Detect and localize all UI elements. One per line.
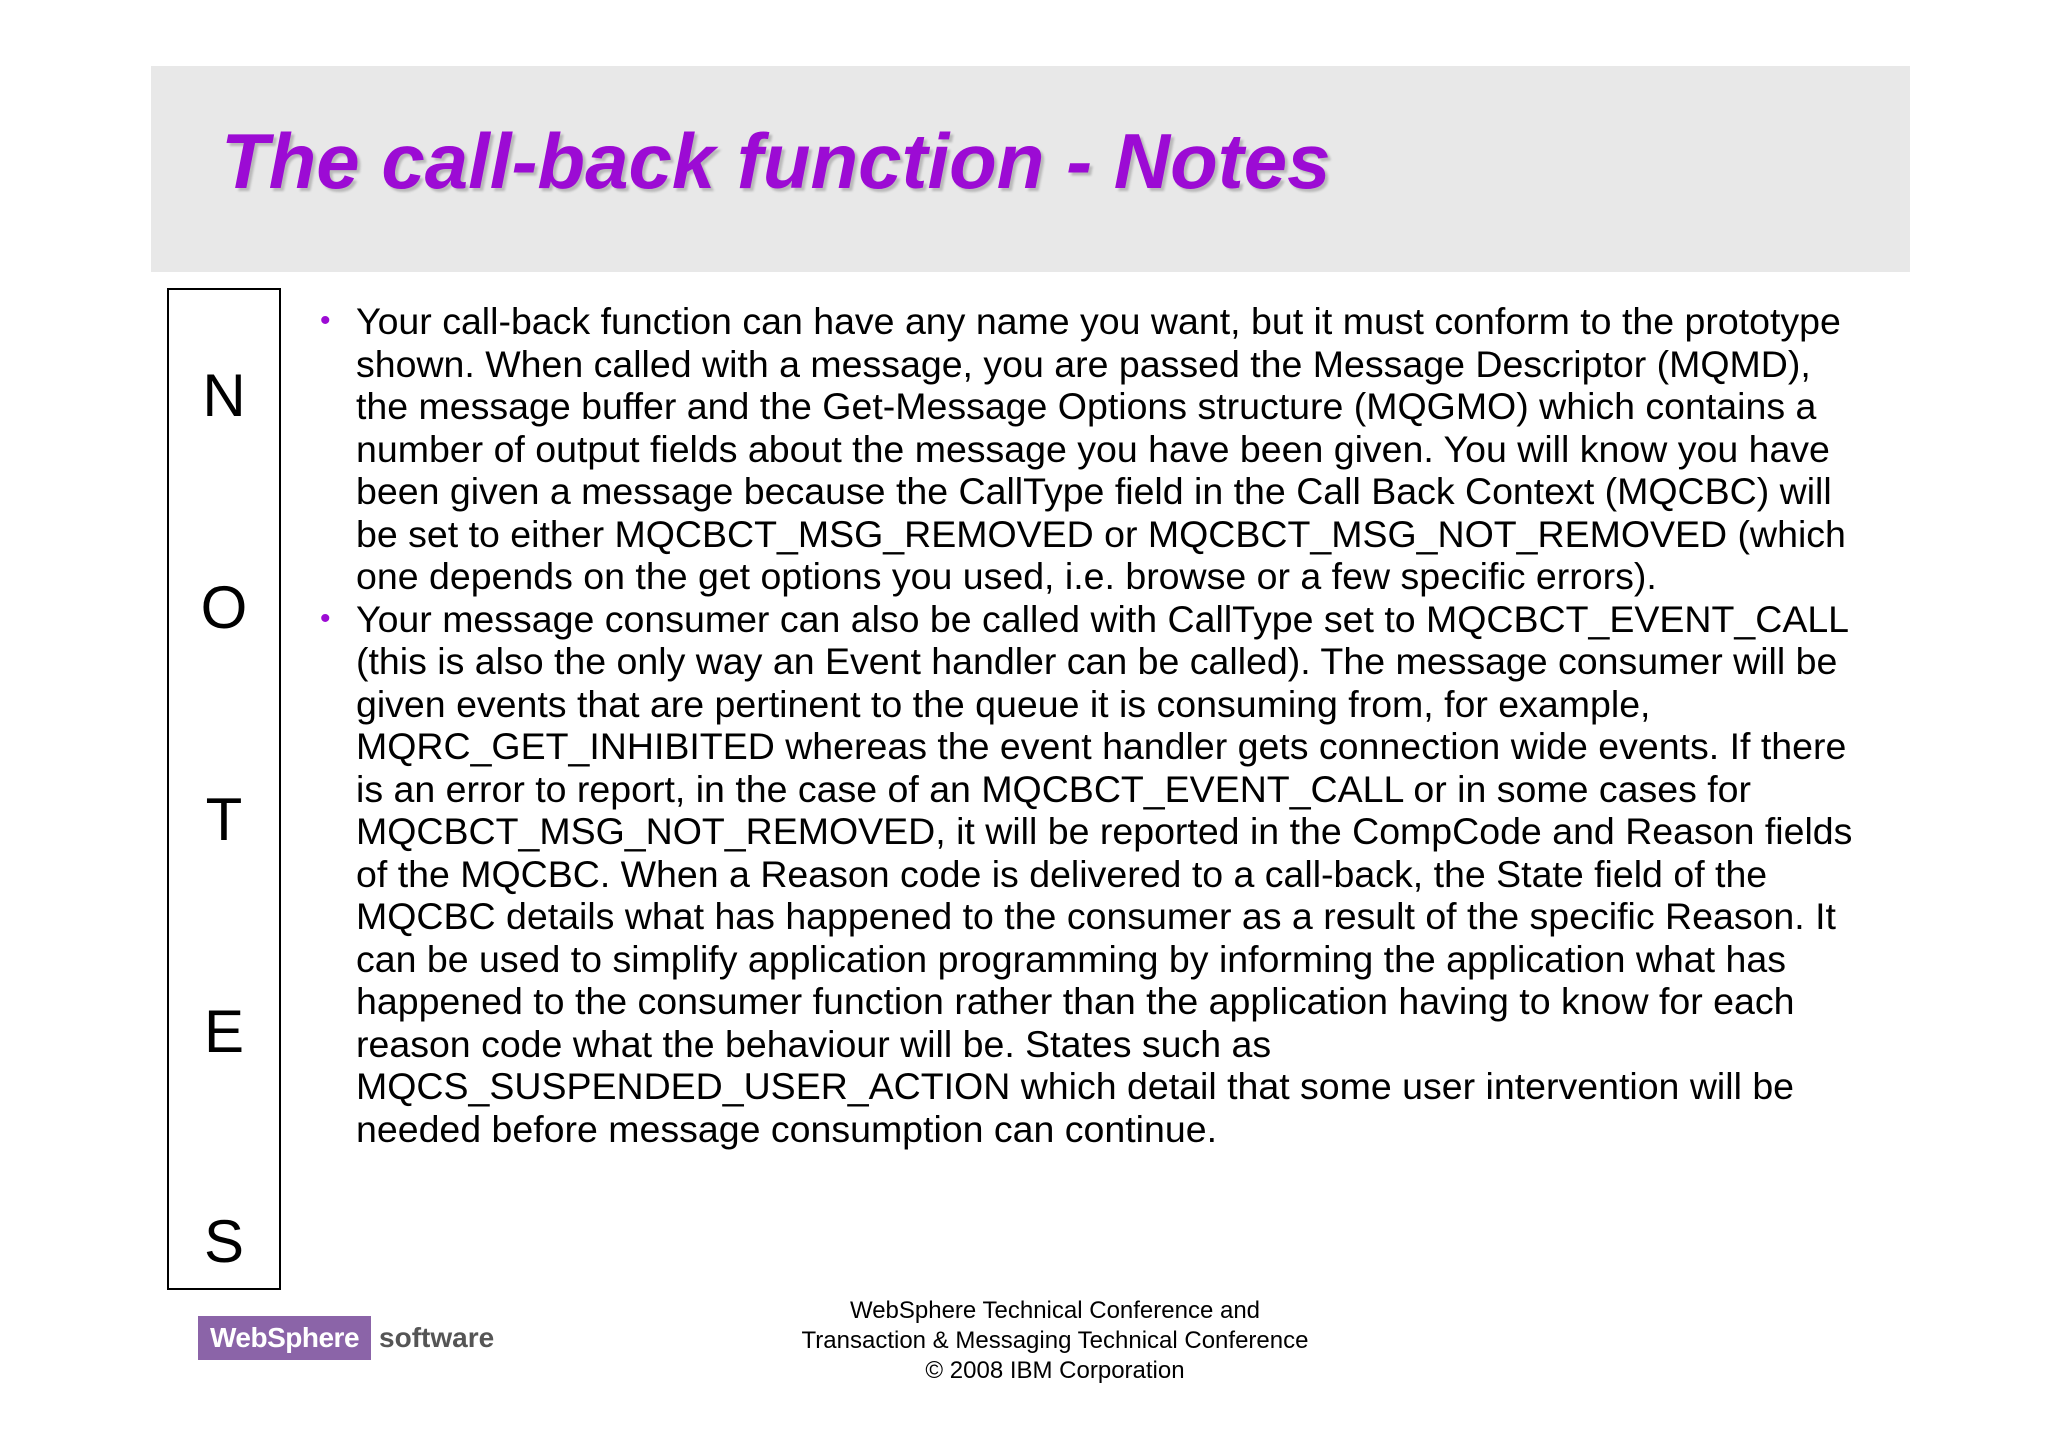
footer-line-conference: WebSphere Technical Conference and (849, 1297, 1261, 1324)
notes-letter-o: O (200, 574, 248, 641)
logo-suffix-text: software (379, 1322, 495, 1353)
notes-letter-n: N (202, 362, 246, 429)
slide-title: The call-back function - Notes (221, 117, 1331, 205)
notes-letter-s: S (203, 1208, 245, 1275)
bullet-marker: • (320, 304, 331, 337)
bullet-marker: • (320, 601, 331, 635)
notes-letter-t: T (205, 786, 243, 853)
bullet-text: Your call-back function can have any name you want, but it must conform to the prototype shown. When called with a message, you are passed the Message Descriptor (MQMD), the message buffer and the Get-Message Options structure (MQGMO) which contains a number of output fields about the message you have been given. You will know you have been given a message because the CallType field in the Call Back Context (MQCBC) will be set to either MQCBCT_MSG_REMOVED or MQCBCT_MSG_NOT_REMOVED (which one depends on the get options you used, i.e. browse or a few specific errors). (356, 300, 1846, 597)
bullet-item (318, 300, 1858, 598)
title-band (151, 66, 1910, 272)
footer-line-copyright: © 2008 IBM Corporation (925, 1357, 1185, 1384)
logo-brand-text: WebSphere (198, 1316, 371, 1360)
bullet-text: Your message consumer can also be called with CallType set to MQCBCT_EVENT_CALL (this is also the only way an Event handler can be called). The message consumer will be given events that are pertinent to the queue it is consuming from, for example, MQRC_GET_INHIBITED whereas the event handler gets connection wide events. If there is an error to report, in the case of an MQCBCT_EVENT_CALL or in some cases for MQCBCT_MSG_NOT_REMOVED, it will be reported in the CompCode and Reason fields of the MQCBC. When a Reason code is delivered to a call-back, the State field of the MQCBC details what has happened to the consumer as a result of the specific Reason. It can be used to simplify application programming by informing the application what has happened to the consumer function rather than the application having to know for each reason code what the behaviour will be. States such as MQCS_SUSPENDED_USER_ACTION which detail that some user intervention will be needed before message consumption can continue. (356, 597, 1853, 1150)
notes-letter-e: E (203, 998, 245, 1065)
bullet-item (318, 598, 1858, 1151)
footer-credits (700, 1296, 1410, 1386)
notes-content (318, 300, 1858, 1150)
notes-sidebar (167, 288, 281, 1290)
footer-line-messaging: Transaction & Messaging Technical Conference (801, 1327, 1309, 1354)
websphere-logo (198, 1316, 494, 1360)
